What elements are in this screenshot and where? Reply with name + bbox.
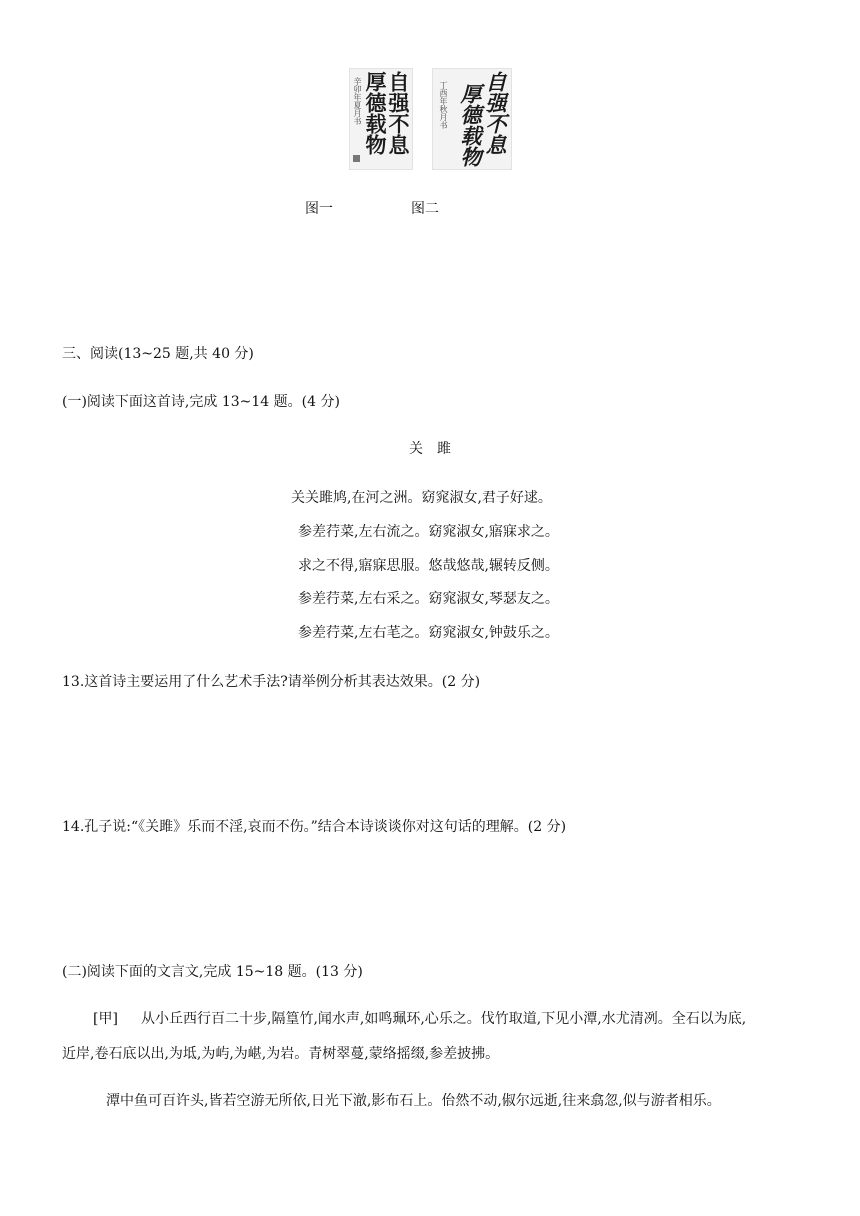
part-1-heading: (一)阅读下面这首诗,完成 13~14 题。(4 分) bbox=[62, 394, 340, 410]
section-heading: 三、阅读(13~25 题,共 40 分) bbox=[62, 346, 254, 362]
figure-2-column-1: 自强不息 bbox=[483, 71, 508, 155]
poem-line: 求之不得,寤寐思服。悠哉悠哉,辗转反侧。 bbox=[298, 558, 559, 574]
question-14: 14.孔子说:“《关雎》乐而不淫,哀而不伤。”结合本诗谈谈你对这句话的理解。(2 分) bbox=[62, 819, 567, 835]
figure-2-column-2: 厚德载物 bbox=[458, 83, 483, 167]
figure-1-calligraphy bbox=[349, 68, 413, 170]
poem-line: 参差荇菜,左右采之。窈窕淑女,琴瑟友之。 bbox=[298, 591, 559, 607]
figure-2-calligraphy bbox=[432, 68, 512, 170]
figure-1-seal bbox=[353, 155, 360, 162]
question-13: 13.这首诗主要运用了什么艺术手法?请举例分析其表达效果。(2 分) bbox=[62, 674, 481, 690]
poem-line: 参差荇菜,左右流之。窈窕淑女,寤寐求之。 bbox=[298, 524, 559, 540]
figure-2-caption: 图二 bbox=[411, 201, 439, 217]
figure-1-signature: 辛卯年夏月书 bbox=[353, 77, 362, 125]
passage-paragraph-2: 潭中鱼可百许头,皆若空游无所依,日光下澈,影布石上。佁然不动,俶尔远逝,往来翕忽,似与游者相乐。 bbox=[106, 1093, 721, 1109]
passage-paragraph-1-line-2: 近岸,卷石底以出,为坻,为屿,为嵁,为岩。青树翠蔓,蒙络摇缀,参差披拂。 bbox=[62, 1046, 500, 1062]
figure-1-column-2: 厚德载物 bbox=[363, 71, 388, 155]
part-2-heading: (二)阅读下面的文言文,完成 15~18 题。(13 分) bbox=[62, 964, 363, 980]
figure-1-column-1: 自强不息 bbox=[386, 71, 411, 155]
poem-line: 参差荇菜,左右芼之。窈窕淑女,钟鼓乐之。 bbox=[298, 625, 559, 641]
figure-2-signature: 丁酉年秋月书 bbox=[439, 81, 448, 129]
passage-paragraph-1-line-1: 从小丘西行百二十步,隔篁竹,闻水声,如鸣珮环,心乐之。伐竹取道,下见小潭,水尤清冽。全石以为底, bbox=[141, 1011, 747, 1027]
figure-1-caption: 图一 bbox=[305, 201, 333, 217]
poem-line: 关关雎鸠,在河之洲。窈窕淑女,君子好逑。 bbox=[291, 490, 552, 506]
poem-title: 关 雎 bbox=[409, 441, 451, 457]
passage-label: [甲] bbox=[93, 1011, 118, 1027]
